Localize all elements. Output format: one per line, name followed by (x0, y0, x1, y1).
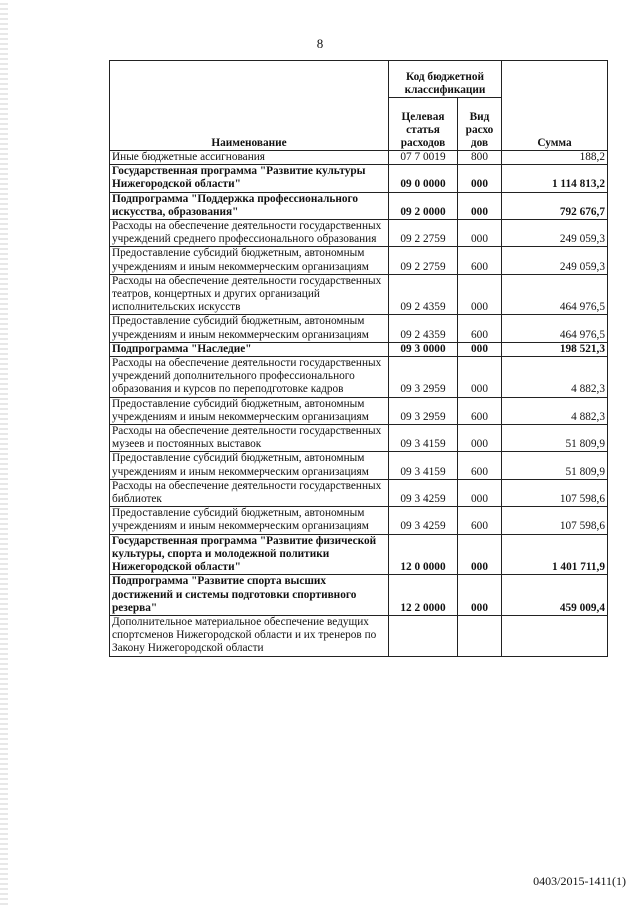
row-sum: 188,2 (502, 151, 608, 165)
table-row (110, 247, 608, 274)
row-sum: 4 882,3 (502, 397, 608, 424)
row-type: 600 (458, 507, 502, 534)
row-sum: 1 114 813,2 (502, 165, 608, 192)
row-name: Предоставление субсидий бюджетным, автономным учреждениям и иным некоммерческим организациям (110, 397, 389, 424)
row-target: 09 3 4259 (389, 479, 458, 506)
table-row (110, 274, 608, 315)
document-code: 0403/2015-1411(1) (533, 874, 626, 888)
row-target: 09 2 4359 (389, 315, 458, 342)
row-name: Расходы на обеспечение деятельности государственных музеев и постоянных выставок (110, 425, 389, 452)
row-target: 12 0 0000 (389, 534, 458, 575)
row-name: Государственная программа "Развитие физической культуры, спорта и молодежной политики Нижегородской области" (110, 534, 389, 575)
header-type: Вид расхо дов (458, 98, 502, 151)
row-sum: 464 976,5 (502, 315, 608, 342)
row-target: 09 3 0000 (389, 342, 458, 356)
row-type (458, 615, 502, 656)
page-number: 8 (316, 36, 324, 51)
row-type: 000 (458, 220, 502, 247)
row-name: Предоставление субсидий бюджетным, автономным учреждениям и иным некоммерческим организациям (110, 452, 389, 479)
row-name: Предоставление субсидий бюджетным, автономным учреждениям и иным некоммерческим организациям (110, 507, 389, 534)
row-name: Подпрограмма "Наследие" (110, 342, 389, 356)
row-type: 000 (458, 165, 502, 192)
row-type: 600 (458, 397, 502, 424)
row-target: 09 3 4159 (389, 452, 458, 479)
row-type: 600 (458, 452, 502, 479)
table-row (110, 452, 608, 479)
row-type: 000 (458, 274, 502, 315)
header-name: Наименование (110, 61, 389, 151)
scan-edge (0, 0, 8, 905)
row-target: 09 2 0000 (389, 192, 458, 219)
row-type: 000 (458, 425, 502, 452)
row-type: 000 (458, 342, 502, 356)
row-target: 09 3 4159 (389, 425, 458, 452)
row-type: 600 (458, 247, 502, 274)
table-row (110, 575, 608, 616)
row-target: 07 7 0019 (389, 151, 458, 165)
table-row (110, 192, 608, 219)
row-sum: 51 809,9 (502, 452, 608, 479)
row-sum: 51 809,9 (502, 425, 608, 452)
row-target: 09 2 2759 (389, 247, 458, 274)
row-target: 09 3 4259 (389, 507, 458, 534)
row-type: 000 (458, 575, 502, 616)
table-row (110, 357, 608, 398)
row-sum (502, 615, 608, 656)
row-target (389, 615, 458, 656)
row-target: 09 0 0000 (389, 165, 458, 192)
table-row (110, 534, 608, 575)
header-code: Код бюджетной классификации (389, 61, 502, 98)
row-name: Подпрограмма "Поддержка профессионального искусства, образования" (110, 192, 389, 219)
table-row (110, 220, 608, 247)
table-row (110, 479, 608, 506)
row-sum: 107 598,6 (502, 479, 608, 506)
row-type: 000 (458, 479, 502, 506)
table-row (110, 165, 608, 192)
table-row (110, 397, 608, 424)
row-target: 09 3 2959 (389, 397, 458, 424)
row-name: Иные бюджетные ассигнования (110, 151, 389, 165)
row-sum: 198 521,3 (502, 342, 608, 356)
row-type: 000 (458, 192, 502, 219)
row-name: Расходы на обеспечение деятельности государственных театров, концертных и других организаций исполнительских искусств (110, 274, 389, 315)
row-type: 000 (458, 534, 502, 575)
row-sum: 459 009,4 (502, 575, 608, 616)
budget-table (109, 60, 608, 657)
row-name: Государственная программа "Развитие культуры Нижегородской области" (110, 165, 389, 192)
row-sum: 1 401 711,9 (502, 534, 608, 575)
row-name: Предоставление субсидий бюджетным, автономным учреждениям и иным некоммерческим организациям (110, 315, 389, 342)
row-target: 09 2 2759 (389, 220, 458, 247)
row-target: 09 2 4359 (389, 274, 458, 315)
header-target: Целевая статья расходов (389, 98, 458, 151)
table-row (110, 507, 608, 534)
row-name: Расходы на обеспечение деятельности государственных учреждений дополнительного профессионального образования и курсов по переподготовке кадров (110, 357, 389, 398)
row-name: Подпрограмма "Развитие спорта высших достижений и системы подготовки спортивного резерва" (110, 575, 389, 616)
row-target: 09 3 2959 (389, 357, 458, 398)
row-type: 600 (458, 315, 502, 342)
row-sum: 249 059,3 (502, 247, 608, 274)
row-sum: 4 882,3 (502, 357, 608, 398)
table-row (110, 615, 608, 656)
table-row (110, 151, 608, 165)
row-type: 000 (458, 357, 502, 398)
row-type: 800 (458, 151, 502, 165)
row-target: 12 2 0000 (389, 575, 458, 616)
row-sum: 792 676,7 (502, 192, 608, 219)
table-row (110, 315, 608, 342)
row-name: Расходы на обеспечение деятельности государственных учреждений среднего профессионального образования (110, 220, 389, 247)
row-name: Расходы на обеспечение деятельности государственных библиотек (110, 479, 389, 506)
table-row (110, 425, 608, 452)
row-sum: 107 598,6 (502, 507, 608, 534)
row-sum: 249 059,3 (502, 220, 608, 247)
row-sum: 464 976,5 (502, 274, 608, 315)
row-name: Дополнительное материальное обеспечение ведущих спортсменов Нижегородской области и их тренеров по Закону Нижегородской области (110, 615, 389, 656)
header-sum: Сумма (502, 61, 608, 151)
table-row (110, 342, 608, 356)
row-name: Предоставление субсидий бюджетным, автономным учреждениям и иным некоммерческим организациям (110, 247, 389, 274)
